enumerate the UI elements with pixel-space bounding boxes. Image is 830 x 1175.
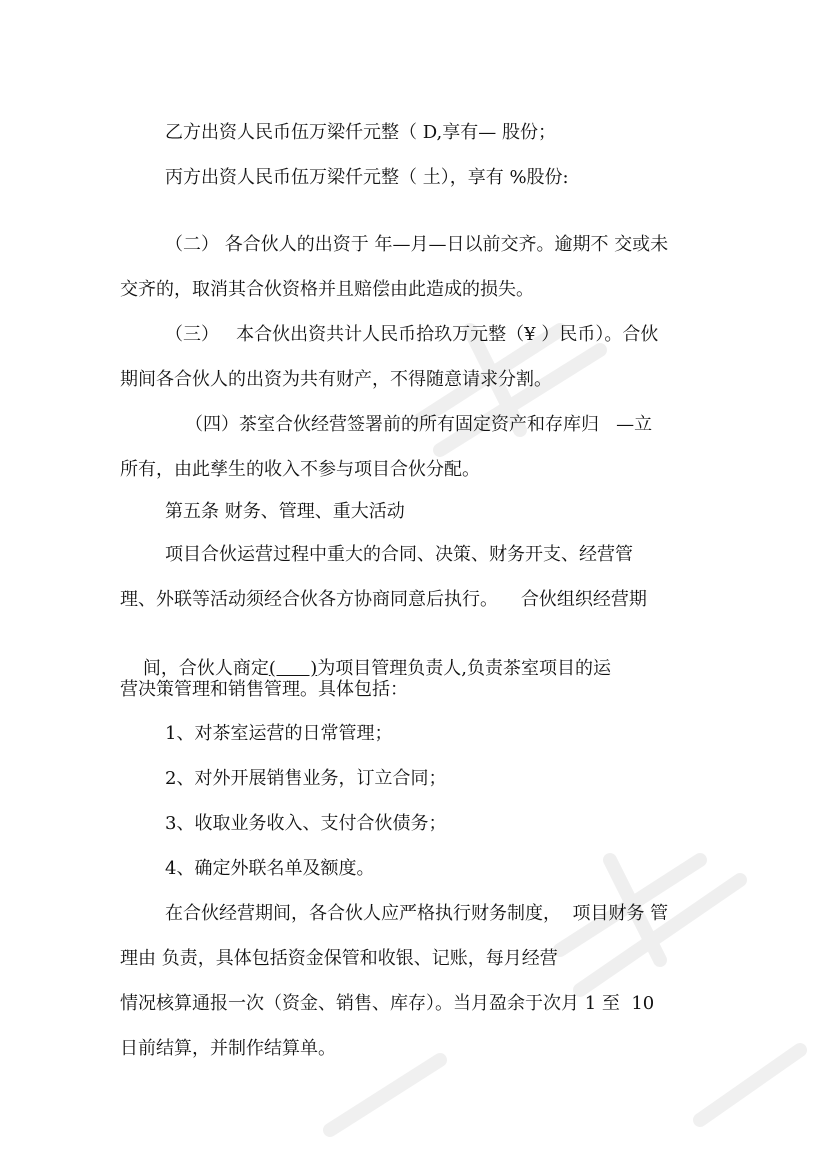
- section-heading: 第五条 财务、管理、重大活动: [165, 501, 405, 522]
- watermark-stroke: [700, 1050, 800, 1120]
- text-line: 日前结算，并制作结算单。: [120, 1038, 336, 1059]
- text-line: 交齐的，取消其合伙资格并且赔偿由此造成的损失。: [120, 279, 534, 300]
- list-item: 4、确定外联名单及额度。: [165, 858, 375, 879]
- blank-field: ( ): [268, 658, 318, 679]
- watermark-stroke: [580, 880, 740, 990]
- text-segment: 为项目管理负责人,负责茶室项目的运: [317, 658, 611, 679]
- text-line: 营决策管理和销售管理。具体包括：: [120, 679, 408, 700]
- text-line: 理、外联等活动须经合伙各方协商同意后执行。 合伙组织经营期: [120, 589, 647, 610]
- text-line: 丙方出资人民币伍万梁仟元整（ 土），享有 %股份:: [165, 167, 569, 188]
- text-line: 项目合伙运营过程中重大的合同、决策、财务开支、经营管: [165, 544, 633, 565]
- list-item: 2、对外开展销售业务，订立合同；: [165, 768, 447, 789]
- text-line: 所有，由此孳生的收入不参与项目合伙分配。: [120, 459, 480, 480]
- text-line: 期间各合伙人的出资为共有财产，不得随意请求分割。: [120, 369, 552, 390]
- text-line: 情况核算通报一次（资金、销售、库存）。当月盈余于次月 1 至 10: [120, 993, 655, 1014]
- text-line: 在合伙经营期间，各合伙人应严格执行财务制度， 项目财务 管: [165, 903, 669, 924]
- watermark-stroke: [330, 1060, 440, 1130]
- text-line: （三） 本合伙出资共计人民币拾玖万元整（¥ ）民币）。合伙: [165, 324, 659, 345]
- text-line: 乙方出资人民币伍万梁仟元整（ D,享有— 股份；: [165, 122, 556, 143]
- text-line: （二） 各合伙人的出资于 年—月—日以前交齐。逾期不 交或未: [165, 234, 669, 255]
- text-segment: 间，合伙人商定: [142, 658, 269, 679]
- text-line: （四）茶室合伙经营签署前的所有固定资产和存库归 —立: [185, 414, 653, 435]
- list-item: 3、收取业务收入、支付合伙债务；: [165, 813, 447, 834]
- list-item: 1、对茶室运营的日常管理；: [165, 723, 393, 744]
- text-line: 理由 负责，具体包括资金保管和收银、记账，每月经营: [120, 948, 558, 969]
